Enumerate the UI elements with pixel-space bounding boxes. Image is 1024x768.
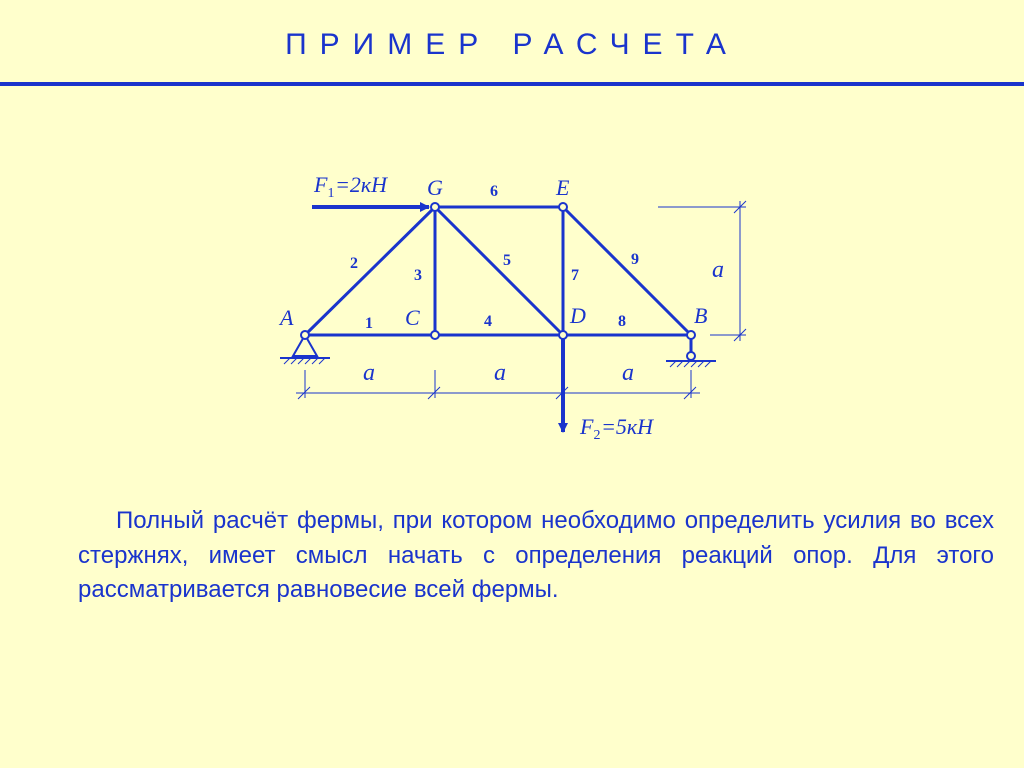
joint-c <box>431 331 439 339</box>
force-f1-label: $F_1=2кН$ <box>314 172 388 201</box>
member-number-8: 8 <box>618 313 626 330</box>
dimension-label-cd: a <box>494 360 506 386</box>
node-label-c: C <box>405 305 420 330</box>
node-label-g: G <box>427 175 443 200</box>
joint-b <box>687 331 695 339</box>
member-number-4: 4 <box>484 313 492 330</box>
node-label-b: B <box>694 303 708 328</box>
page-title: ПРИМЕР РАСЧЕТА <box>285 28 739 61</box>
dimension-label-db: a <box>622 360 634 386</box>
node-label-a: A <box>280 305 294 330</box>
member-number-9: 9 <box>631 251 639 268</box>
node-label-d: D <box>570 303 586 328</box>
member-number-7: 7 <box>571 267 579 284</box>
truss-members <box>305 207 691 335</box>
member-number-3: 3 <box>414 267 422 284</box>
member-number-2: 2 <box>350 255 358 272</box>
member-5 <box>435 207 563 335</box>
joint-g <box>431 203 439 211</box>
dimension-label-ac: a <box>363 360 375 386</box>
node-label-e: E <box>556 175 570 200</box>
member-number-5: 5 <box>503 252 511 269</box>
member-number-6: 6 <box>490 183 498 200</box>
force-f2-label: $F_2=5кН$ <box>580 414 654 443</box>
joint-d <box>559 331 567 339</box>
dimension-label-height: a <box>712 257 724 283</box>
member-number-1: 1 <box>365 315 373 332</box>
body-paragraph: Полный расчёт фермы, при котором необходимо определить усилия во всех стержнях, имеет смысл начать с определения реакций опор. Для этого рассматривается равновесие всей фермы. <box>78 507 994 603</box>
joint-e <box>559 203 567 211</box>
joint-a <box>301 331 309 339</box>
